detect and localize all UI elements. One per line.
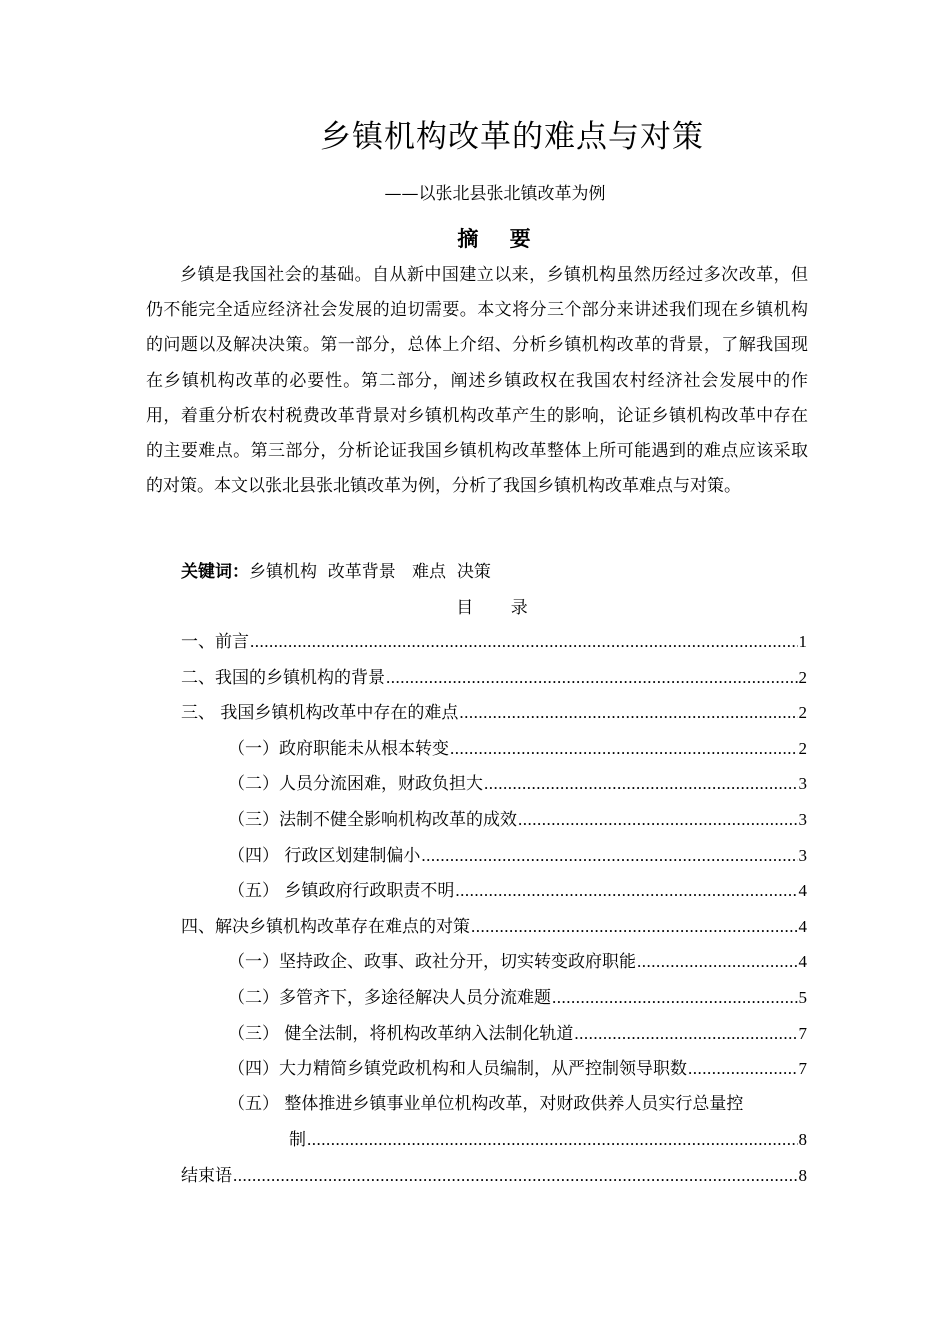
- toc-entry-text: 制: [289, 1130, 306, 1151]
- toc-entry-countermeasure-5-continued[interactable]: [181, 1122, 807, 1158]
- toc-entry-text: （二）人员分流困难，财政负担大: [228, 774, 483, 795]
- toc-entry-text: 三、 我国乡镇机构改革中存在的难点: [181, 703, 459, 724]
- toc-entry-text: （五） 整体推进乡镇事业单位机构改革，对财政供养人员实行总量控: [228, 1093, 744, 1114]
- toc-entry-text: 一、前言: [181, 632, 249, 652]
- toc-page-number: 8: [798, 1165, 807, 1185]
- toc-entry-text: （四） 行政区划建制偏小: [228, 845, 421, 866]
- toc-entry-text: （一）坚持政企、政事、政社分开，切实转变政府职能: [228, 952, 636, 973]
- toc-page-number: 4: [798, 916, 807, 936]
- toc-entry-text: （三）法制不健全影响机构改革的成效: [228, 809, 517, 830]
- toc-page-number: 1: [798, 632, 807, 651]
- toc-entry-preface[interactable]: [181, 624, 807, 660]
- toc-entry-text: （五） 乡镇政府行政职责不明: [228, 881, 455, 902]
- abstract-heading: 摘 要: [457, 226, 543, 251]
- toc-leader-dots: [307, 1122, 798, 1158]
- toc-entry-text: （一）政府职能未从根本转变: [228, 738, 449, 759]
- toc-leader-dots: [484, 766, 798, 802]
- toc-entry-difficulty-5[interactable]: [181, 873, 807, 909]
- toc-page-number: 7: [798, 1023, 807, 1043]
- toc-leader-dots: [459, 695, 797, 731]
- toc-page-number: 7: [798, 1059, 807, 1079]
- toc-leader-dots: [552, 980, 798, 1016]
- keywords-line: [181, 558, 491, 586]
- toc-entry-text: 结束语: [181, 1165, 232, 1186]
- toc-leader-dots: [471, 909, 798, 945]
- toc-leader-dots: [233, 1158, 798, 1194]
- toc-heading: 目 录: [456, 598, 544, 618]
- toc-page-number: 2: [798, 703, 807, 723]
- toc-page-number: 2: [798, 667, 807, 687]
- toc-entry-text: （四）大力精简乡镇党政机构和人员编制，从严控制领导职数: [228, 1059, 687, 1080]
- toc-entry-text: 四、解决乡镇机构改革存在难点的对策: [181, 916, 470, 937]
- toc-leader-dots: [450, 731, 798, 767]
- toc-leader-dots: [250, 624, 798, 660]
- document-subtitle: ——以张北县张北镇改革为例: [384, 184, 606, 204]
- table-of-contents: [181, 624, 807, 1194]
- toc-leader-dots: [688, 1051, 798, 1087]
- toc-page-number: 4: [798, 952, 807, 972]
- toc-entry-text: （二）多管齐下，多途径解决人员分流难题: [228, 987, 551, 1008]
- toc-entry-countermeasure-3[interactable]: [181, 1016, 807, 1052]
- toc-entry-difficulty-4[interactable]: [181, 838, 807, 874]
- toc-entry-text: 二、我国的乡镇机构的背景: [181, 667, 385, 688]
- toc-leader-dots: [386, 660, 798, 696]
- toc-leader-dots: [518, 802, 798, 838]
- toc-page-number: 3: [798, 774, 807, 794]
- toc-entry-countermeasure-5[interactable]: [181, 1087, 807, 1123]
- toc-page-number: 3: [798, 845, 807, 865]
- toc-entry-difficulty-2[interactable]: [181, 766, 807, 802]
- keywords-value: 乡镇机构 改革背景 难点 决策: [249, 562, 491, 582]
- toc-leader-dots: [574, 1016, 797, 1052]
- keywords-label: 关键词：: [181, 562, 249, 582]
- toc-leader-dots: [421, 838, 797, 874]
- toc-page-number: 2: [798, 738, 807, 758]
- toc-page-number: 3: [798, 809, 807, 829]
- abstract-text: 乡镇是我国社会的基础。自从新中国建立以来，乡镇机构虽然历经过多次改革，但仍不能完全适应经济社会发展的迫切需要。本文将分三个部分来讲述我们现在乡镇机构的问题以及解决决策。第一部分，总体上介绍、分析乡镇机构改革的背景，了解我国现在乡镇机构改革的必要性。第二部分，阐述乡镇政权在我国农村经济社会发展中的作用，着重分析农村税费改革背景对乡镇机构改革产生的影响，论证乡镇机构改革中存在的主要难点。第三部分，分析论证我国乡镇机构改革整体上所可能遇到的难点应该采取的对策。本文以张北县张北镇改革为例，分析了我国乡镇机构改革难点与对策。: [146, 265, 808, 497]
- toc-entry-countermeasure-4[interactable]: [181, 1051, 807, 1087]
- toc-page-number: 4: [798, 881, 807, 901]
- toc-entry-text: （三） 健全法制，将机构改革纳入法制化轨道: [228, 1023, 574, 1044]
- toc-entry-difficulty-3[interactable]: [181, 802, 807, 838]
- toc-leader-dots: [637, 944, 798, 980]
- toc-entry-difficulties[interactable]: [181, 695, 807, 731]
- toc-entry-background[interactable]: [181, 660, 807, 696]
- document-title: 乡镇机构改革的难点与对策: [320, 119, 704, 155]
- toc-entry-countermeasure-1[interactable]: [181, 944, 807, 980]
- toc-leader-dots: [455, 873, 797, 909]
- toc-entry-countermeasures[interactable]: [181, 909, 807, 945]
- toc-page-number: 5: [798, 987, 807, 1007]
- toc-entry-difficulty-1[interactable]: [181, 731, 807, 767]
- toc-page-number: 8: [798, 1130, 807, 1150]
- toc-entry-conclusion[interactable]: [181, 1158, 807, 1194]
- toc-entry-countermeasure-2[interactable]: [181, 980, 807, 1016]
